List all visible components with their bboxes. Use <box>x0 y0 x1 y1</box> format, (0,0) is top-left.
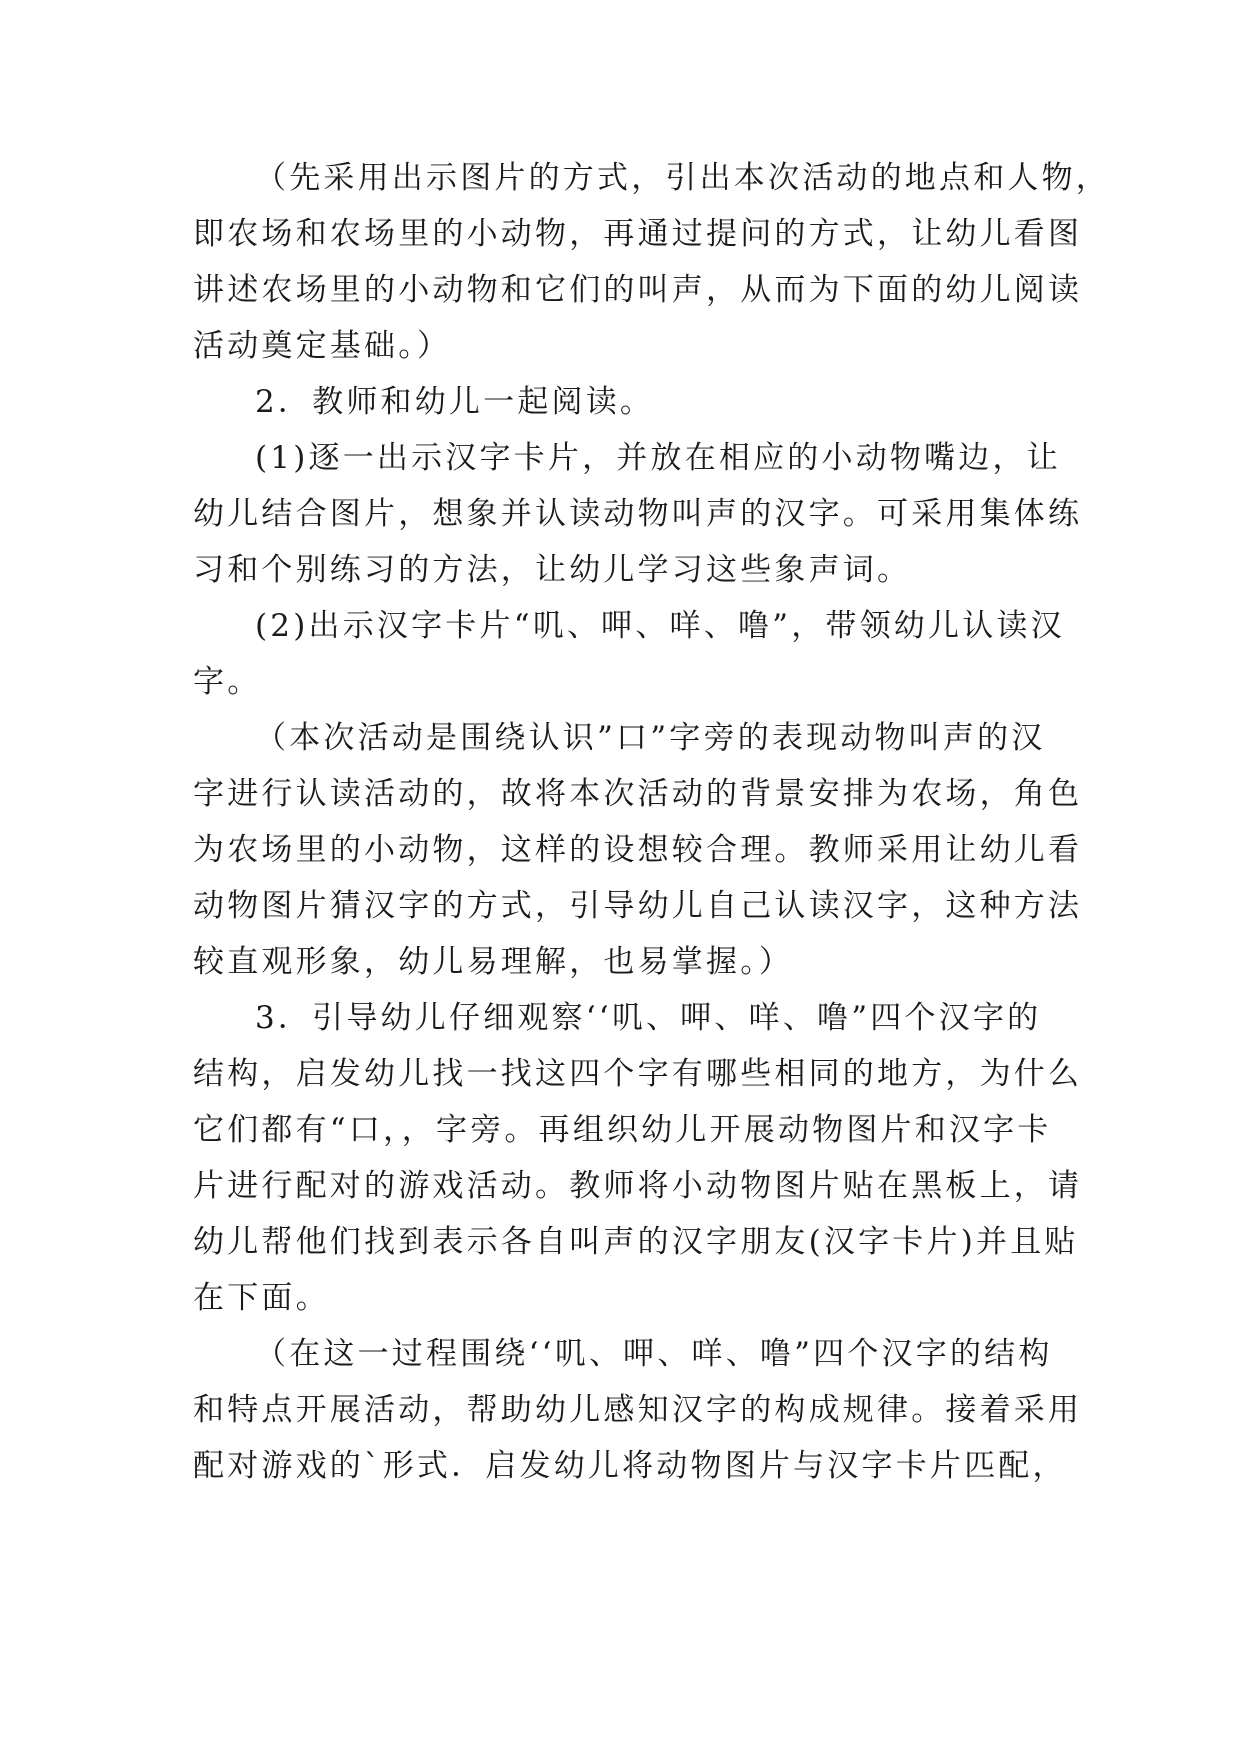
text-line: (1)逐一出示汉字卡片，并放在相应的小动物嘴边，让 <box>255 440 1061 476</box>
text-line: （在这一过程围绕‘‘叽、呷、咩、噜”四个汉字的结构 <box>255 1336 1053 1372</box>
text-line: 配对游戏的`形式．启发幼儿将动物图片与汉字卡片匹配， <box>193 1448 1067 1484</box>
text-line: 幼儿结合图片，想象并认读动物叫声的汉字。可采用集体练 <box>193 496 1083 532</box>
text-line: 动物图片猜汉字的方式，引导幼儿自己认读汉字，这种方法 <box>193 888 1083 924</box>
text-line: 3．引导幼儿仔细观察‘‘叽、呷、咩、噜”四个汉字的 <box>255 1000 1042 1036</box>
text-line: （先采用出示图片的方式，引出本次活动的地点和人物， <box>255 160 1110 196</box>
text-line: 幼儿帮他们找到表示各自叫声的汉字朋友(汉字卡片)并且贴 <box>193 1224 1079 1260</box>
text-line: 和特点开展活动，帮助幼儿感知汉字的构成规律。接着采用 <box>193 1392 1083 1428</box>
text-line: （本次活动是围绕认识”口”字旁的表现动物叫声的汉 <box>255 720 1046 756</box>
text-line: (2)出示汉字卡片“叽、呷、咩、噜”，带领幼儿认读汉 <box>255 608 1065 644</box>
text-line: 习和个别练习的方法，让幼儿学习这些象声词。 <box>193 552 912 588</box>
text-line: 讲述农场里的小动物和它们的叫声，从而为下面的幼儿阅读 <box>193 272 1083 308</box>
text-line: 即农场和农场里的小动物，再通过提问的方式，让幼儿看图 <box>193 216 1083 252</box>
text-line: 片进行配对的游戏活动。教师将小动物图片贴在黑板上，请 <box>193 1168 1083 1204</box>
text-line: 为农场里的小动物，这样的设想较合理。教师采用让幼儿看 <box>193 832 1083 868</box>
text-line: 字进行认读活动的，故将本次活动的背景安排为农场，角色 <box>193 776 1083 812</box>
text-line: 字。 <box>193 664 262 700</box>
text-line: 较直观形象，幼儿易理解，也易掌握。） <box>193 944 794 980</box>
text-line: 活动奠定基础。） <box>193 328 452 364</box>
text-line: 在下面。 <box>193 1280 330 1316</box>
text-line: 2．教师和幼儿一起阅读。 <box>255 384 655 420</box>
text-line: 结构，启发幼儿找一找这四个字有哪些相同的地方，为什么 <box>193 1056 1083 1092</box>
text-line: 它们都有“口，，字旁。再组织幼儿开展动物图片和汉字卡 <box>193 1112 1052 1148</box>
